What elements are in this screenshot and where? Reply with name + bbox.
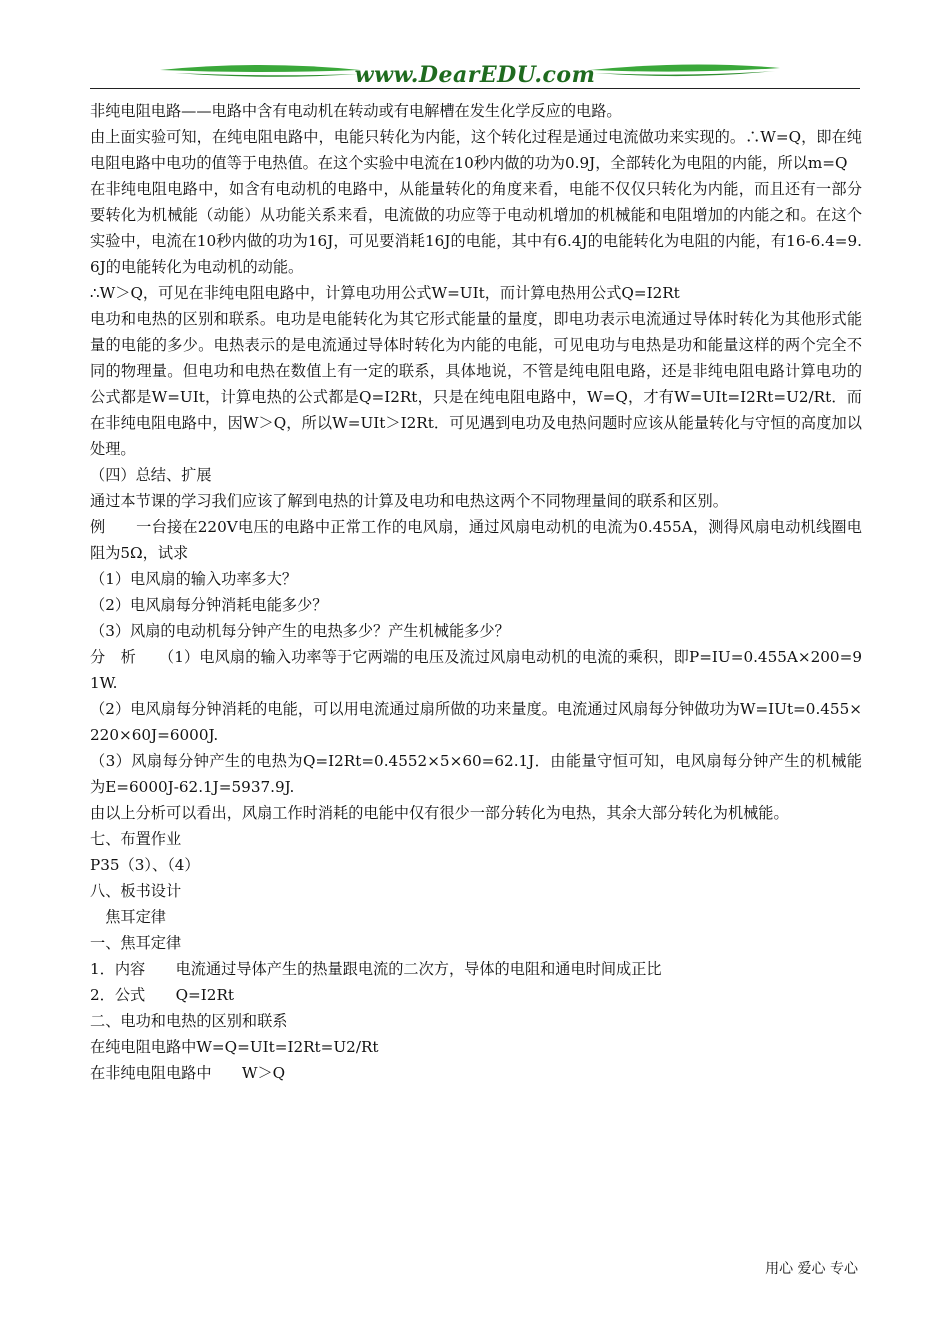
section-heading: （四）总结、扩展 bbox=[90, 466, 212, 484]
document-body bbox=[90, 98, 862, 1086]
analysis-paragraph: 分 析 （1）电风扇的输入功率等于它两端的电压及流过风扇电动机的电流的乘积，即P=IU=0.455A×200=91W. bbox=[90, 648, 862, 692]
paragraph: 非纯电阻电路——电路中含有电动机在转动或有电解槽在发生化学反应的电路。 bbox=[90, 102, 622, 120]
section-heading: 八、板书设计 bbox=[90, 882, 182, 900]
sub-question: （2）电风扇每分钟消耗电能多少？ bbox=[90, 596, 328, 614]
example-question: 例 一台接在220V电压的电路中正常工作的电风扇，通过风扇电动机的电流为0.455A，测得风扇电动机线圈电阻为5Ω，试求 bbox=[90, 518, 862, 562]
section-heading: 二、电功和电热的区别和联系 bbox=[90, 1012, 288, 1030]
paragraph: P35（3）、（4） bbox=[90, 856, 200, 874]
site-header bbox=[90, 58, 860, 90]
paragraph: 由以上分析可以看出，风扇工作时消耗的电能中仅有很少一部分转化为电热，其余大部分转化为机械能。 bbox=[90, 804, 789, 822]
paragraph: ∴W＞Q，可见在非纯电阻电路中，计算电功用公式W=UIt，而计算电热用公式Q=I2Rt bbox=[90, 284, 680, 302]
paragraph: 通过本节课的学习我们应该了解到电热的计算及电功和电热这两个不同物理量间的联系和区别。 bbox=[90, 492, 728, 510]
site-logo[interactable]: www.DearEDU.com bbox=[354, 62, 596, 88]
header-divider bbox=[90, 88, 860, 89]
analysis-paragraph: （3）风扇每分钟产生的电热为Q=I2Rt=0.4552×5×60=62.1J．由能量守恒可知，电风扇每分钟产生的机械能为E=6000J-62.1J=5937.9J. bbox=[90, 752, 862, 796]
page-footer: 用心 爱心 专心 bbox=[765, 1261, 858, 1277]
board-title: 焦耳定律 bbox=[90, 908, 166, 926]
analysis-paragraph: （2）电风扇每分钟消耗的电能，可以用电流通过扇所做的功来量度。电流通过风扇每分钟做功为W=IUt=0.455×220×60J=6000J. bbox=[90, 700, 862, 744]
paragraph: 在非纯电阻电路中 W＞Q bbox=[90, 1064, 286, 1082]
paragraph: 电功和电热的区别和联系。电功是电能转化为其它形式能量的量度，即电功表示电流通过导体时转化为其他形式能量的电能的多少。电热表示的是电流通过导体时转化为内能的电能，可见电功与电热是功和能量这样的两个完全不同的物理量。但电功和电热在数值上有一定的联系，具体地说，不管是纯电阻电路，还是非纯电阻电路计算电功的公式都是W=UIt，计算电热的公式都是Q=I2Rt，只是在纯电阻电路中，W=Q，才有W=UIt=I2Rt=U2/Rt．而在非纯电阻电路中，因W＞Q，所以W=UIt＞I2Rt．可见遇到电功及电热问题时应该从能量转化与守恒的高度加以处理。 bbox=[90, 310, 862, 458]
paragraph: 在非纯电阻电路中，如含有电动机的电路中，从能量转化的角度来看，电能不仅仅只转化为内能，而且还有一部分要转化为机械能（动能）从功能关系来看，电流做的功应等于电动机增加的机械能和电阻增加的内能之和。在这个实验中，电流在10秒内做的功为16J，可见要消耗16J的电能，其中有6.4J的电能转化为电阻的内能，有16-6.4=9.6J的电能转化为电动机的动能。 bbox=[90, 180, 862, 276]
section-heading: 一、焦耳定律 bbox=[90, 934, 182, 952]
paragraph: 由上面实验可知，在纯电阻电路中，电能只转化为内能，这个转化过程是通过电流做功来实现的。∴W=Q，即在纯电阻电路中电功的值等于电热值。在这个实验中电流在10秒内做的功为0.9J，全部转化为电阻的内能，所以m=Q bbox=[90, 128, 862, 172]
sub-question: （3）风扇的电动机每分钟产生的电热多少？产生机械能多少？ bbox=[90, 622, 510, 640]
paragraph: 在纯电阻电路中W=Q=UIt=I2Rt=U2/Rt bbox=[90, 1038, 379, 1056]
section-heading: 七、布置作业 bbox=[90, 830, 182, 848]
list-item: 1．内容 电流通过导体产生的热量跟电流的二次方，导体的电阻和通电时间成正比 bbox=[90, 960, 662, 978]
list-item: 2．公式 Q=I2Rt bbox=[90, 986, 234, 1004]
sub-question: （1）电风扇的输入功率多大？ bbox=[90, 570, 298, 588]
